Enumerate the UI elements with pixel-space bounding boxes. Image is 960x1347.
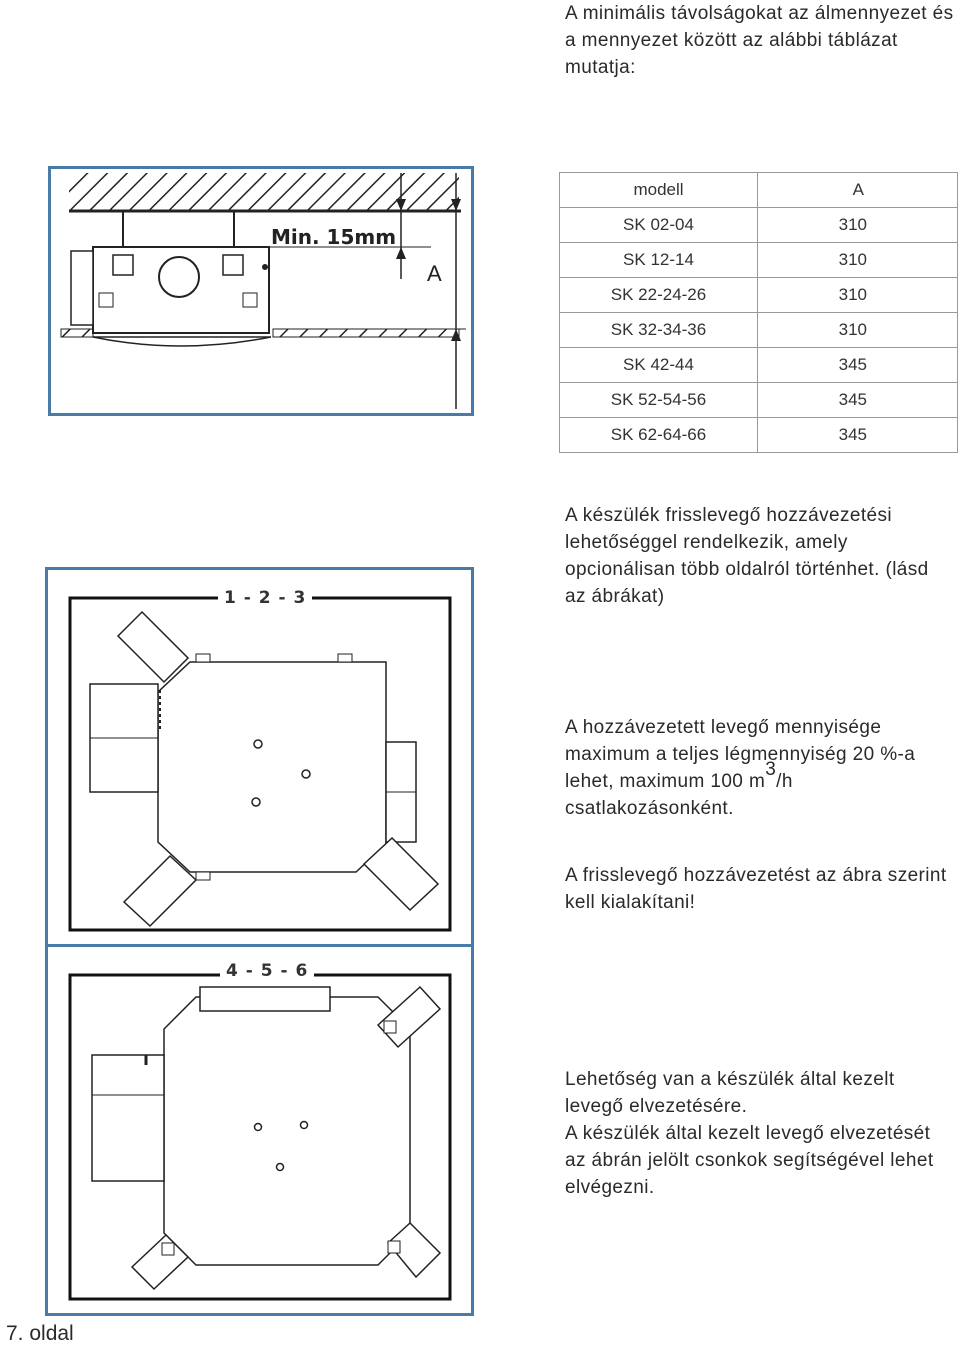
fig3-label: 4 - 5 - 6	[220, 961, 314, 981]
table-row	[560, 278, 958, 313]
table-row	[560, 418, 958, 453]
value-cell: 310	[758, 313, 958, 348]
model-cell: SK 52-54-56	[560, 383, 758, 418]
fig2-label: 1 - 2 - 3	[218, 588, 312, 608]
exhaust-drawing	[48, 947, 471, 1313]
fresh-air-drawing	[48, 570, 471, 944]
table-row	[560, 208, 958, 243]
page-number: 7. oldal	[6, 1322, 74, 1345]
ceiling-distance-figure	[48, 166, 474, 416]
value-cell: 310	[758, 278, 958, 313]
value-cell: 345	[758, 383, 958, 418]
instruction-paragraph: A frisslevegő hozzávezetést az ábra szerint kell kialakítani!	[565, 865, 947, 913]
model-cell: SK 62-64-66	[560, 418, 758, 453]
value-cell: 345	[758, 418, 958, 453]
header-model: modell	[560, 173, 758, 208]
ceiling-distance-drawing	[51, 169, 471, 413]
exhaust-paragraph: Lehetőség van a készülék által kezelt levegő elvezetésére. A készülék által kezelt levegő elvezetését az ábrán jelölt csonkok segítségével lehet elvégezni.	[565, 1069, 934, 1198]
fresh-air-paragraph: A készülék frisslevegő hozzávezetési lehetőséggel rendelkezik, amely opcionálisan több oldalról történhet. (lásd az ábrákat)	[565, 505, 929, 607]
air-amount-paragraph: A hozzávezetett levegő mennyisége maximum a teljes légmennyiség 20 %-a lehet, maximum 100 m3/h csatlakozásonként.	[565, 717, 916, 819]
exhaust-figure	[45, 944, 474, 1316]
model-cell: SK 22-24-26	[560, 278, 758, 313]
model-cell: SK 12-14	[560, 243, 758, 278]
value-cell: 345	[758, 348, 958, 383]
table-row	[560, 313, 958, 348]
table-header-row	[560, 173, 958, 208]
table-row	[560, 383, 958, 418]
a-dimension-label: A	[427, 261, 442, 286]
model-cell: SK 42-44	[560, 348, 758, 383]
fresh-air-figure	[45, 567, 474, 947]
distance-table	[559, 172, 958, 453]
table-row	[560, 348, 958, 383]
intro-paragraph: A minimális távolságokat az álmennyezet és a mennyezet között az alábbi táblázat mutatja:	[565, 3, 954, 78]
table-row	[560, 243, 958, 278]
value-cell: 310	[758, 243, 958, 278]
model-cell: SK 32-34-36	[560, 313, 758, 348]
header-a: A	[758, 173, 958, 208]
value-cell: 310	[758, 208, 958, 243]
min-distance-label: Min. 15mm	[271, 225, 397, 249]
model-cell: SK 02-04	[560, 208, 758, 243]
